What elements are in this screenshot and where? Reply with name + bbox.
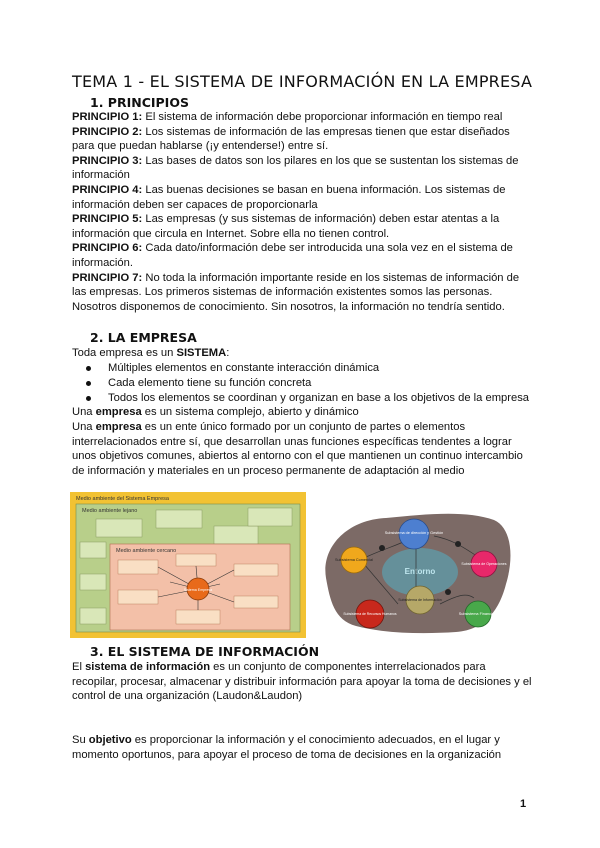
principle-5: PRINCIPIO 5: Las empresas (y sus sistemas de información) deben estar atentas a la información que circula en Internet. Sobre ella no tienen control. — [72, 213, 500, 240]
empresa-definition-short: Una empresa es un sistema complejo, abierto y dinámico — [72, 406, 359, 418]
svg-text:Subsistema Comercial: Subsistema Comercial — [335, 558, 373, 562]
factor-box — [156, 510, 202, 528]
principle-2: PRINCIPIO 2: Los sistemas de información de las empresas tienen que estar diseñados para que puedan hablarse (¡y entenderse!) entre sí. — [72, 125, 510, 153]
page-number: 1 — [520, 798, 527, 810]
svg-text:Subsistema de Recursos Humanos: Subsistema de Recursos Humanos — [343, 612, 397, 616]
link-dot — [379, 545, 385, 551]
sistema-informacion-definition: El sistema de información es un conjunto de componentes interrelacionados para recopilar, procesar, almacenar y distribuir información para apoyar la toma de decisiones y el control de una organización (Laudon&Laudon) — [72, 661, 532, 703]
svg-text:Subsistema de Operaciones: Subsistema de Operaciones — [461, 562, 507, 566]
principle-1: PRINCIPIO 1: El sistema de información debe proporcionar información en tiempo real — [72, 111, 503, 123]
remote-environment-label: Medio ambiente lejano — [82, 508, 138, 514]
svg-text:Subsistema de Información: Subsistema de Información — [398, 598, 442, 602]
principle-7: PRINCIPIO 7: No toda la información importante reside en los sistemas de información de las empresas. Los primeros sistemas de información existentes somos las personas. Nosotros disponemos de conocimiento. Sin nosotros, la información no tendría sentido. — [72, 271, 520, 313]
center-label: Entorno — [404, 567, 436, 576]
outer-environment-label: Medio ambiente del Sistema Empresa — [76, 496, 169, 502]
subsystems-diagram — [316, 508, 516, 636]
empresa-intro: Toda empresa es un SISTEMA: — [72, 347, 230, 359]
factor-box — [214, 526, 258, 544]
near-environment-label: Medio ambiente cercano — [116, 548, 177, 554]
empresa-definition-long: Una empresa es un ente único formado por un conjunto de partes o elementos interrelacionados entre sí, que desarrollan unas funciones específicas tendentes a lograr unos objetivos comunes, abiertos al entorno con el que mantienen un continuo intercambio de información y materiales en un proceso permanente de adaptación al medio — [72, 421, 523, 477]
factor-box — [248, 508, 292, 526]
factor-box — [80, 542, 106, 558]
environment-diagram — [70, 492, 306, 638]
section-heading-sistema-informacion: 3. EL SISTEMA DE INFORMACIÓN — [90, 644, 320, 659]
document-page: TEMA 1 - EL SISTEMA DE INFORMACIÓN EN LA EMPRESA 1. PRINCIPIOS PRINCIPIO 1: El sistema de información debe proporcionar información en tiempo real PRINCIPIO 2: Los sistemas de información de las empresas tienen que estar diseñados para que puedan hablarse (¡y entenderse!) entre sí. PRINCIPIO 3: Las bases de datos son los pilares en los que se sustentan los sistemas de información PRINCIPIO 4: Las buenas decisiones se basan en buena información. Los sistemas de información deben ser capaces de proporcionarla PRINCIPIO 5: Las empresas (y sus sistemas de información) deben estar atentas a la información que circula en Internet. Sobre ella no tienen control. PRINCIPIO 6: Cada dato/información debe ser introducida una sola vez en el sistema de información. PRINCIPIO 7: No toda la información importante reside en los sistemas de información de las empresas. Los primeros sistemas de información existentes somos las personas. Nosotros disponemos de conocimiento. Sin nosotros, la información no tendría sentido. 2. LA EMPRESA Toda empresa es un SISTEMA: Múltiples elementos en constante interacción dinámica Cada elemento tiene su función concreta Todos los elementos se coordinan y organizan en base a los objetivos de la empresa Una empresa es un sistema complejo, abierto y dinámico Una empresa es un ente único formado por un conjunto de partes o elementos interrelacionados entre sí, que desarrollan unas funciones específicas tendentes a lograr unos objetivos comunes, abiertos al entorno con el que mantienen un continuo intercambio de información y materiales en un proceso permanente de adaptación al medio Medio ambiente del Sistema Empresa Medio ambiente lejano Medio ambiente cercano Sistema Empresa Entorno Subsistema de dirección y Gestión Subsistema Comercial Subsistema de Operaciones Subsistema Financiero Subsistema de Información Subsistema de Recursos Humanos 3. EL SISTEMA DE INFORMACIÓN El sistema de información es un conjunto de componentes interrelacionados para recopilar, procesar, almacenar y distribuir información para apoyar la toma de decisiones y el control de una organización (Laudon&Laudon) Su objetivo es proporcionar la información y el conocimiento adecuados, en el lugar y momento oportunos, para apoyar el proceso de toma de decisiones en la organización 1 — [72, 72, 533, 810]
principles-list — [72, 110, 528, 314]
factor-box — [80, 608, 106, 624]
sistema-informacion-objetivo: Su objetivo es proporcionar la información y el conocimiento adecuados, en el lugar y momento oportunos, para apoyar el proceso de toma de decisiones en la organización — [72, 734, 502, 761]
principle-3: PRINCIPIO 3: Las bases de datos son los pilares en los que se sustentan los sistemas de información — [72, 154, 519, 182]
link-dot — [455, 541, 461, 547]
principle-6: PRINCIPIO 6: Cada dato/información debe ser introducida una sola vez en el sistema de información. — [72, 242, 513, 269]
section-heading-empresa: 2. LA EMPRESA — [90, 330, 197, 345]
section-heading-principios: 1. PRINCIPIOS — [90, 95, 189, 110]
principle-4: PRINCIPIO 4: Las buenas decisiones se basan en buena información. Los sistemas de información deben ser capaces de proporcionarla — [72, 183, 506, 211]
svg-text:Subsistema Financiero: Subsistema Financiero — [458, 612, 498, 616]
link-dot — [445, 589, 451, 595]
svg-text:Sistema Empresa: Sistema Empresa — [183, 588, 213, 592]
document-title: TEMA 1 - EL SISTEMA DE INFORMACIÓN EN LA EMPRESA — [72, 72, 533, 91]
factor-box — [96, 519, 142, 537]
svg-text:Subsistema de dirección y Gest: Subsistema de dirección y Gestión — [384, 531, 444, 535]
factor-box — [80, 574, 106, 590]
